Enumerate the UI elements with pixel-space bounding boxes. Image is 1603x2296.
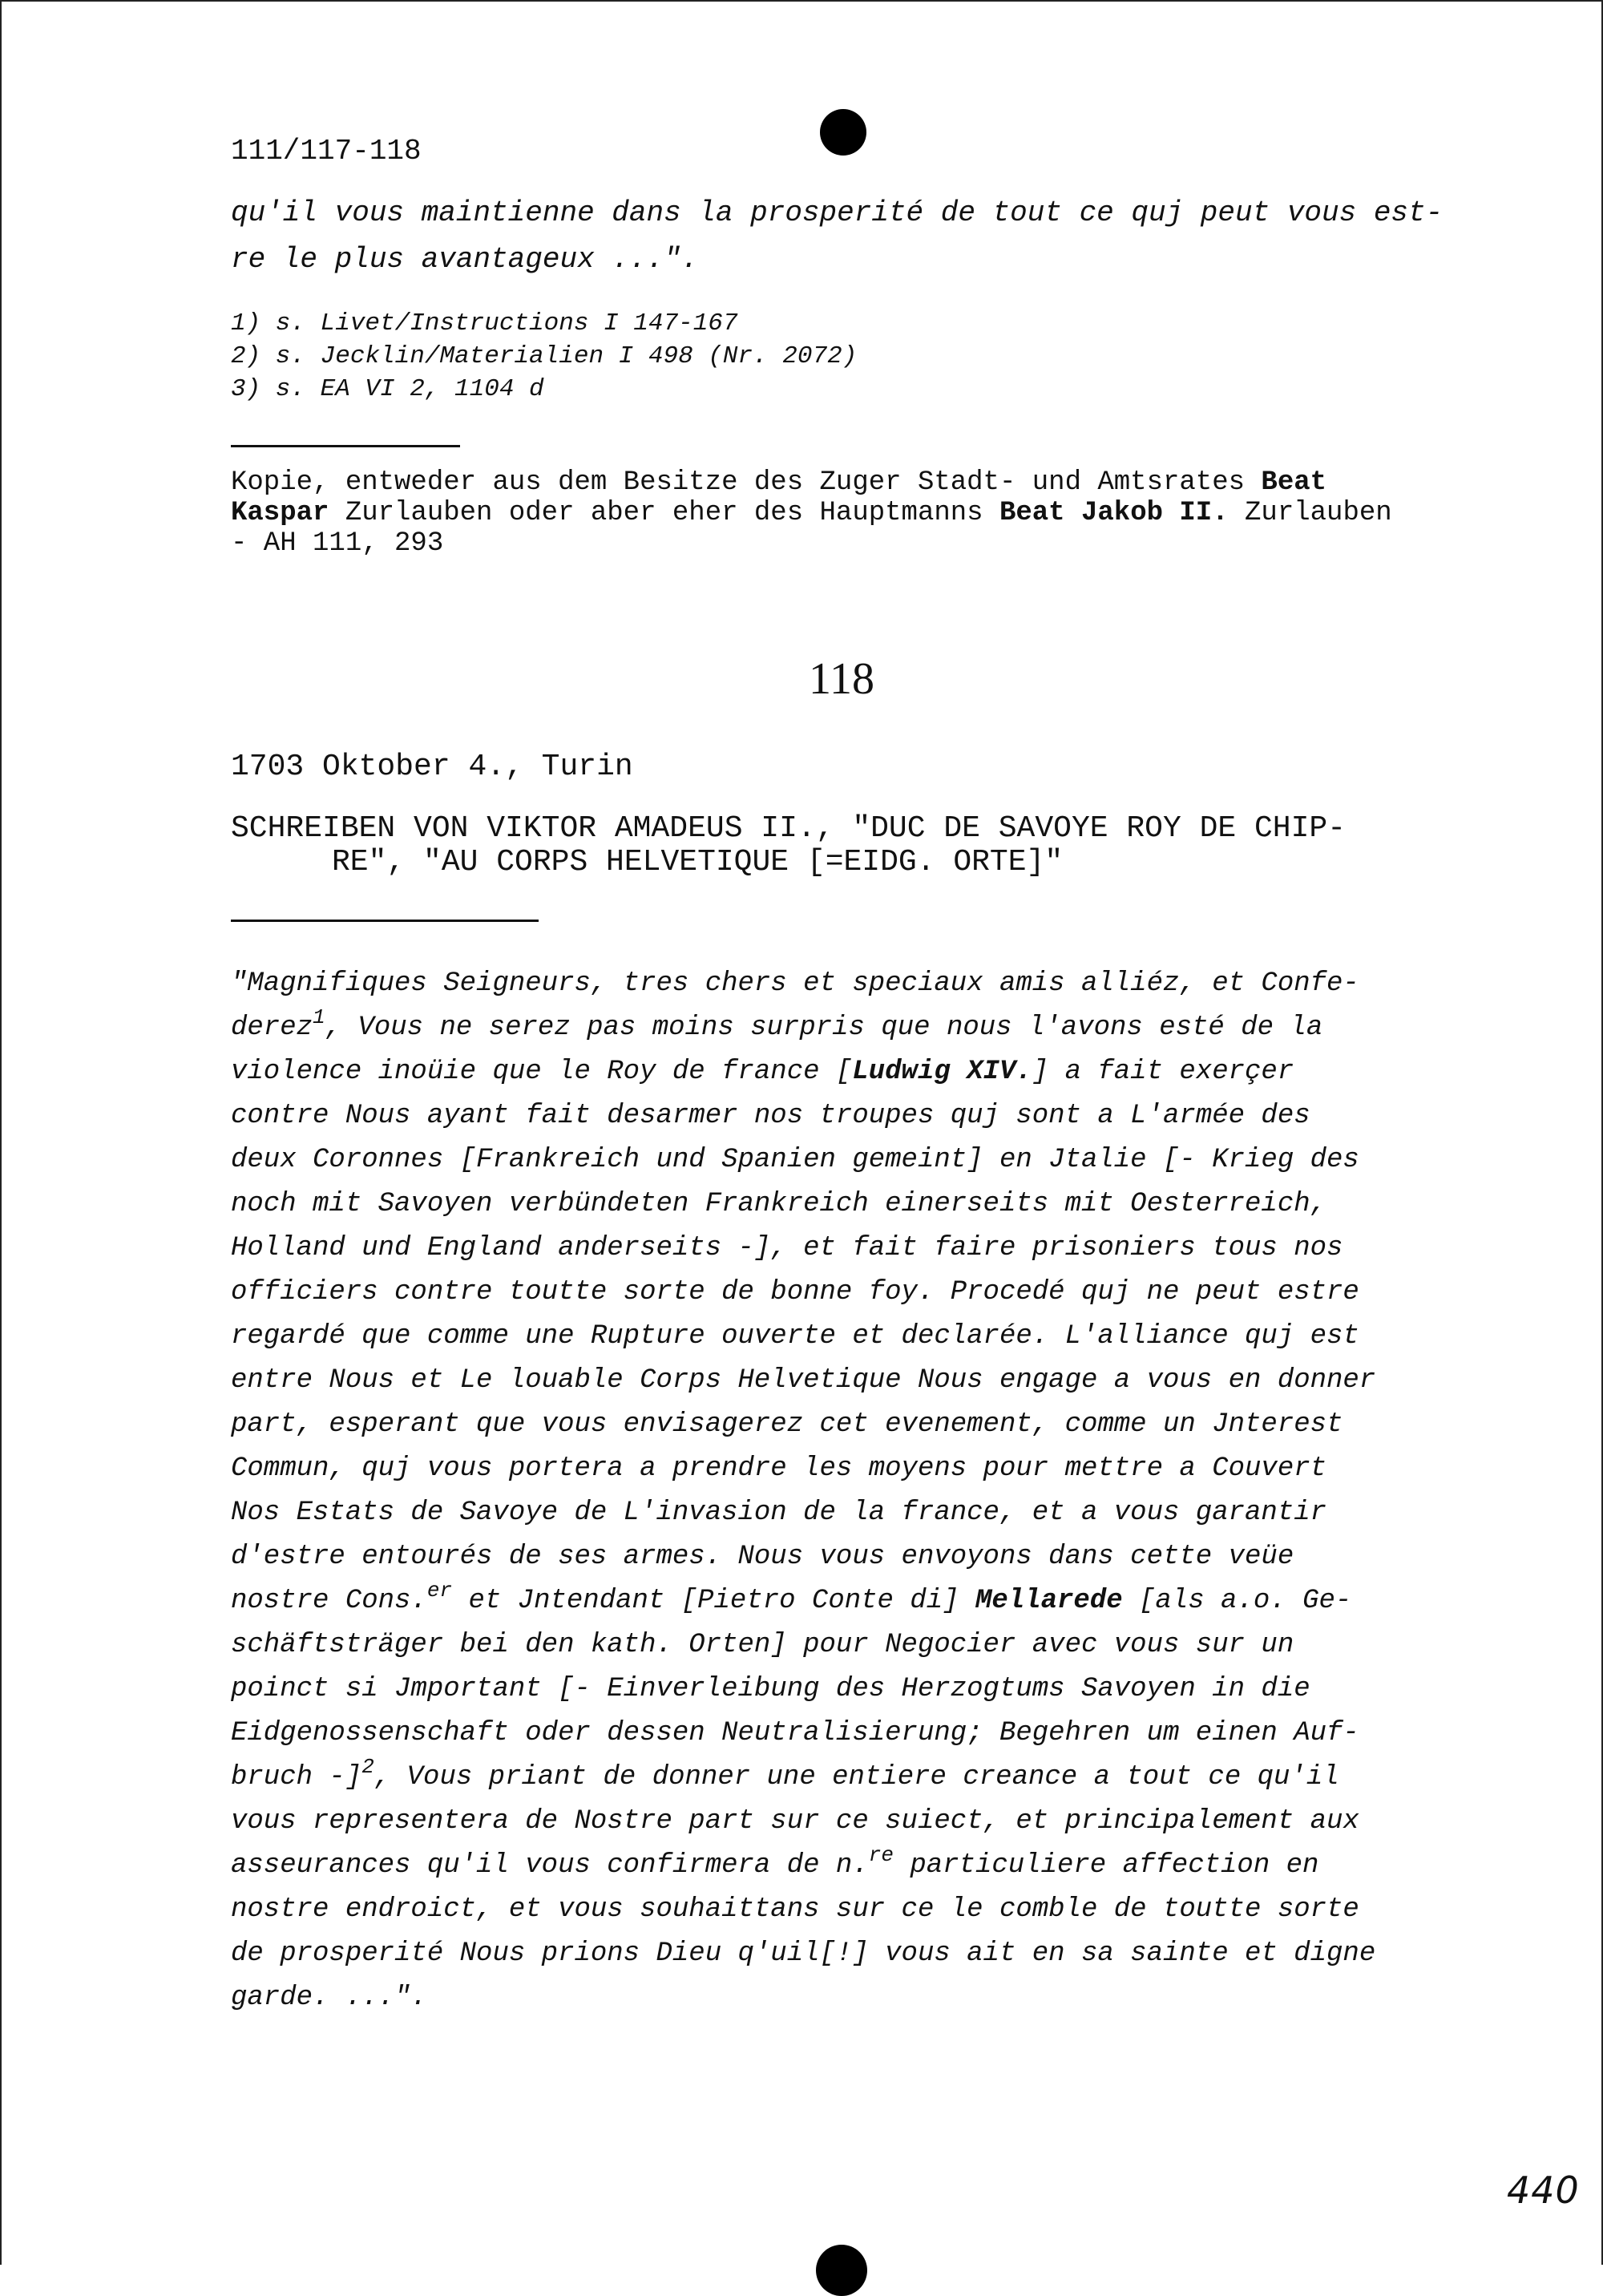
page-border-top <box>0 0 1603 2</box>
letter-line: d'estre entourés de ses armes. Nous vous envoyons dans cette veüe <box>231 1542 1294 1572</box>
letter-line: de prosperité Nous prions Dieu q'uil[!] vous ait en sa sainte et digne <box>231 1938 1376 1969</box>
letter-line: noch mit Savoyen verbündeten Frankreich einerseits mit Oesterreich, <box>231 1189 1327 1219</box>
letter-line: entre Nous et Le louable Corps Helvetique Nous engage a vous en donner <box>231 1365 1376 1396</box>
page-border-left <box>0 0 2 2265</box>
letter-line: Commun, quj vous portera a prendre les moyens pour mettre a Couvert <box>231 1453 1327 1484</box>
separator-rule <box>231 920 539 922</box>
letter-line: regardé que comme une Rupture ouverte et declarée. L'alliance quj est <box>231 1321 1359 1352</box>
letter-line: part, esperant que vous envisagerez cet evenement, comme un Jnterest <box>231 1409 1343 1440</box>
letter-line: nostre endroict, et vous souhaittans sur ce le comble de toutte sorte <box>231 1894 1359 1925</box>
document-reference: 111/117-118 <box>231 135 422 168</box>
date-place: 1703 Oktober 4., Turin <box>231 750 633 784</box>
separator-rule <box>231 445 460 447</box>
letter-line: Nos Estats de Savoye de L'invasion de la france, et a vous garantir <box>231 1498 1327 1528</box>
document-number: 118 <box>809 654 874 704</box>
handwritten-page-number: 440 <box>1507 2169 1580 2212</box>
letter-line: garde. ...". <box>231 1983 427 2013</box>
letter-line: deux Coronnes [Frankreich und Spanien gemeint] en Jtalie [- Krieg des <box>231 1145 1359 1175</box>
letter-line: Holland und England anderseits -], et fait faire prisoniers tous nos <box>231 1233 1343 1263</box>
closing-line: re le plus avantageux ...". <box>231 243 699 276</box>
letter-line: violence inoüie que le Roy de france [Ludwig XIV.] a fait exerçer <box>231 1057 1294 1087</box>
closing-line: qu'il vous maintienne dans la prosperité de tout ce quj peut vous est- <box>231 196 1444 229</box>
letter-line: poinct si Jmportant [- Einverleibung des Herzogtums Savoyen in die <box>231 1674 1310 1704</box>
footnote: 1) s. Livet/Instructions I 147-167 <box>231 309 738 338</box>
punch-hole-top <box>820 109 866 156</box>
letter-line: derez$^1$, Vous ne serez pas moins surpris que nous l'avons esté de la <box>231 1005 1323 1043</box>
letter-line: asseurances qu'il vous confirmera de n.$^{re}$ particuliere affection en <box>231 1843 1319 1881</box>
letter-line: nostre Cons.$^{er}$ et Jntendant [Pietro Conte di] Mellarede [als a.o. Ge- <box>231 1578 1352 1616</box>
letter-line: schäftsträger bei den kath. Orten] pour Negocier avec vous sur un <box>231 1630 1294 1660</box>
letter-line: bruch -]$^2$, Vous priant de donner une entiere creance a tout ce qu'il <box>231 1755 1339 1793</box>
footnote: 3) s. EA VI 2, 1104 d <box>231 375 544 403</box>
letter-line: "Magnifiques Seigneurs, tres chers et speciaux amis alliéz, et Confe- <box>231 968 1359 999</box>
document-title: SCHREIBEN VON VIKTOR AMADEUS II., "DUC DE SAVOYE ROY DE CHIP- RE", "AU CORPS HELVETIQUE [=EIDG. ORTE]" <box>231 811 1347 879</box>
letter-line: vous representera de Nostre part sur ce suiect, et principalement aux <box>231 1806 1359 1837</box>
letter-line: Eidgenossenschaft oder dessen Neutralisierung; Begehren um einen Auf- <box>231 1718 1359 1748</box>
letter-line: contre Nous ayant fait desarmer nos troupes quj sont a L'armée des <box>231 1101 1310 1131</box>
punch-hole-bottom <box>816 2245 867 2296</box>
footnote: 2) s. Jecklin/Materialien I 498 (Nr. 2072) <box>231 342 858 370</box>
source-note: Kopie, entweder aus dem Besitze des Zuger Stadt- und Amtsrates Beat Kaspar Zurlauben oder aber eher des Hauptmanns Beat Jakob II. Zurlauben - AH 111, 293 <box>231 467 1392 559</box>
letter-line: officiers contre toutte sorte de bonne foy. Procedé quj ne peut estre <box>231 1277 1359 1308</box>
